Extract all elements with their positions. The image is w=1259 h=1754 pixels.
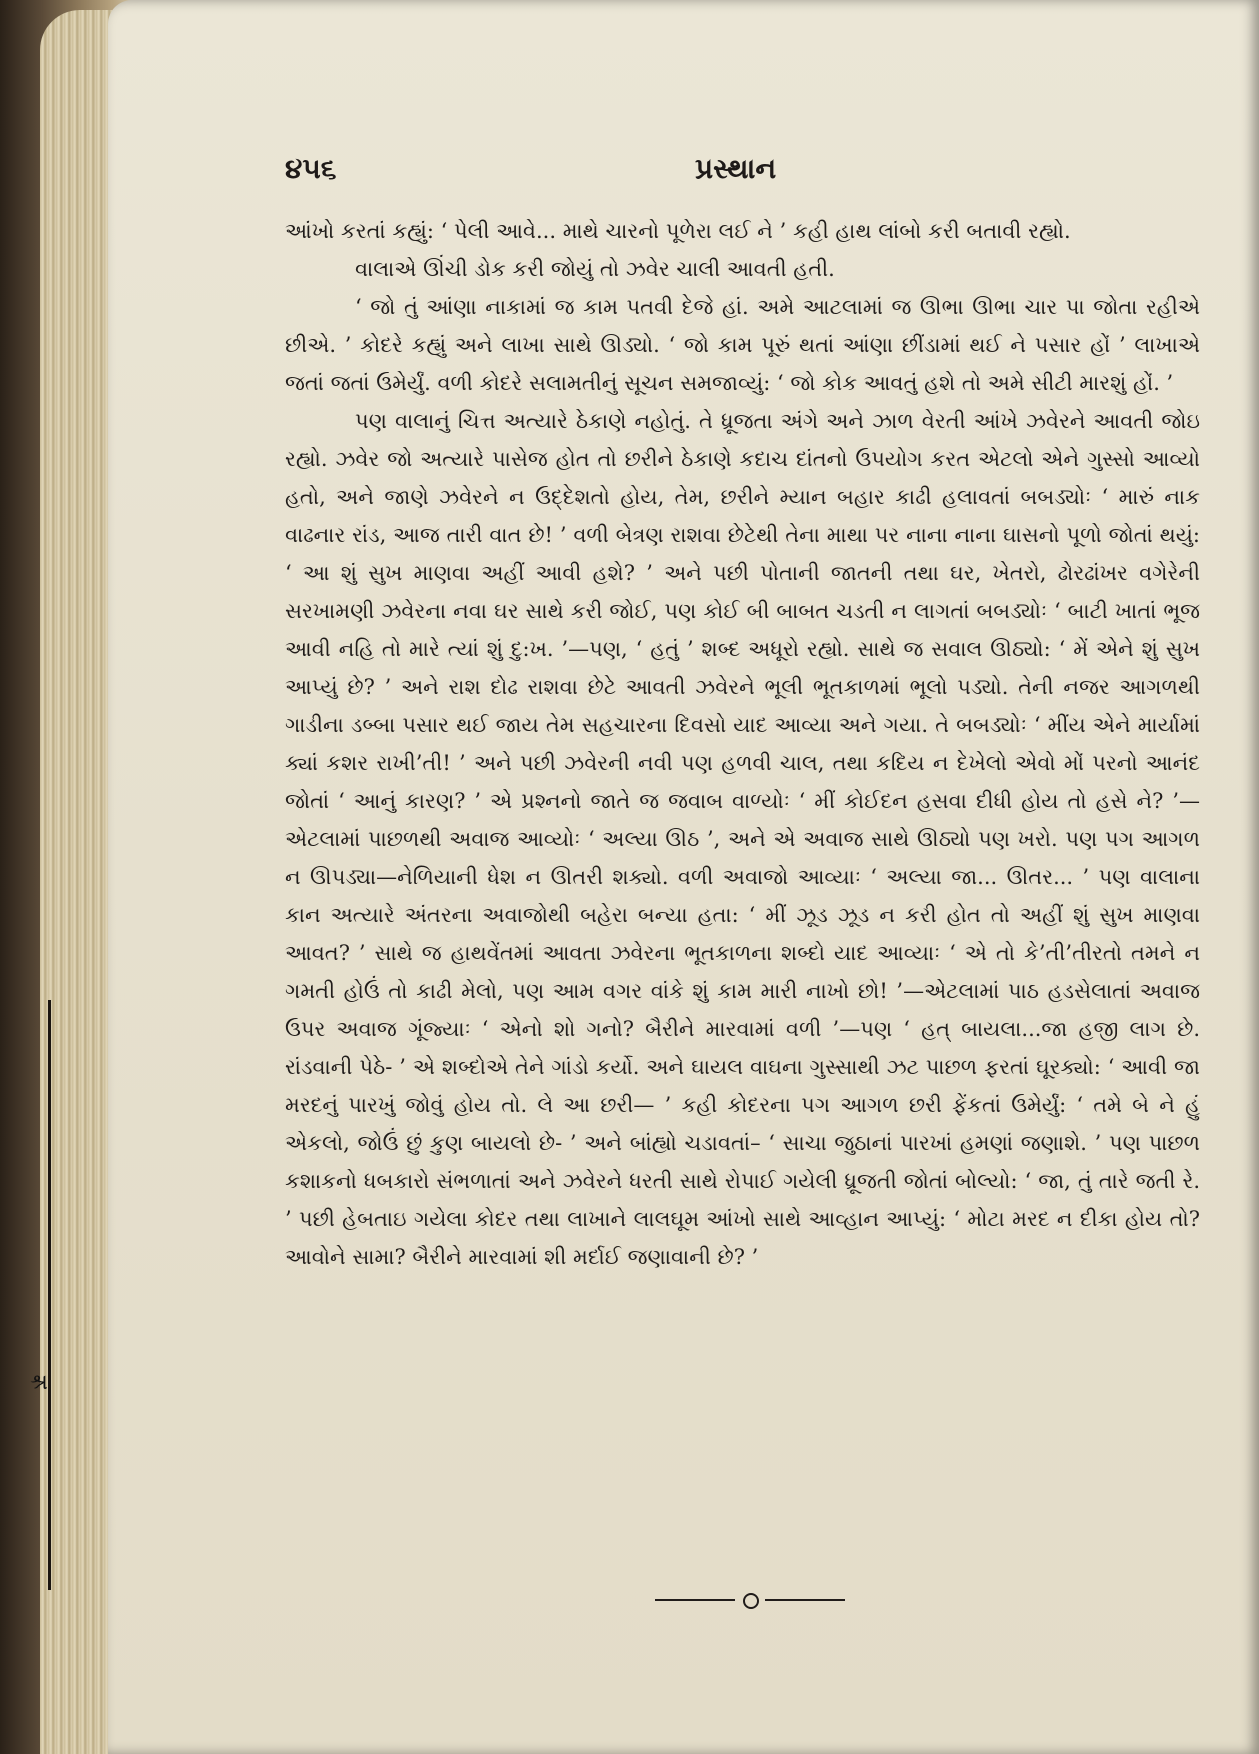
paragraph: પણ વાલાનું ચિત્ત અત્યારે ઠેકાણે નહોતું. તે ધ્રૂજતા અંગે અને ઝાળ વેરતી આંખે ઝવેરને આવતી જોઇ રહ્યો. ઝવેર જો અત્યારે પાસેજ હોત તો છરીને ઠેકાણે કદાચ દાંતનો ઉપયોગ કરત એટલો એને ગુસ્સો આવ્યો હતો, અને જાણે ઝવેરને ન ઉદ્દેશતો હોય, તેમ, છરીને મ્યાન બહાર કાઢી હલાવતાં બબડ્યોઃ ‘ મારું નાક વાઢનાર રાંડ, આજ તારી વાત છે! ’ વળી બેત્રણ રાશવા છેટેથી તેના માથા પર નાના નાના ઘાસનો પૂળો જોતાં થયું: ‘ આ શું સુખ માણવા અહીં આવી હશે? ’ અને પછી પોતાની જાતની તથા ઘર, ખેતરો, ઢોરઢાંખર વગેરેની સરખામણી ઝવેરના નવા ઘર સાથે કરી જોઈ, પણ કોઈ બી બાબત ચડતી ન લાગતાં બબડ્યોઃ ‘ બાટી ખાતાં ભૂજ આવી નહિ તો મારે ત્યાં શું દુ:ખ. ’—પણ, ‘ હતું ’ શબ્દ અધૂરો રહ્યો. સાથે જ સવાલ ઊઠ્યો: ‘ મેં એને શું સુખ આપ્યું છે? ’ અને રાશ દોઢ રાશવા છેટે આવતી ઝવેરને ભૂલી ભૂતકાળમાં ભૂલો પડ્યો. તેની નજર આગળથી ગાડીના ડબ્બા પસાર થઈ જાય તેમ સહચારના દિવસો યાદ આવ્યા અને ગયા. તે બબડ્યોઃ ‘ મીંય એને માર્યામાં ક્યાં કશર રાખી’તી! ’ અને પછી ઝવેરની નવી પણ હળવી ચાલ, તથા કદિય ન દેખેલો એવો મોં પરનો આનંદ જોતાં ‘ આનું કારણ? ’ એ પ્રશ્નનો જાતે જ જવાબ વાળ્યોઃ ‘ મીં કોઈદન હસવા દીધી હોય તો હસે ને? ’—એટલામાં પાછળથી અવાજ આવ્યોઃ ‘ અલ્યા ઊઠ ’, અને એ અવાજ સાથે ઊઠ્યો પણ ખરો. પણ પગ આગળ ન ઊપડ્યા—નેળિયાની ધેશ ન ઊતરી શક્યો. વળી અવાજો આવ્યાઃ ‘ અલ્યા જા... ઊતર... ’ પણ વાલાના કાન અત્યારે અંતરના અવાજોથી બહેરા બન્યા હતા: ‘ મીં ઝૂડ ઝૂડ ન કરી હોત તો અહીં શું સુખ માણવા આવત? ’ સાથે જ હાથવેંતમાં આવતા ઝવેરના ભૂતકાળના શબ્દો યાદ આવ્યાઃ ‘ એ તો કે’તી’તીરતો તમને ન ગમતી હોઉં તો કાઢી મેલો, પણ આમ વગર વાંકે શું કામ મારી નાખો છો! ’—એટલામાં પાઠ હડસેલાતાં અવાજ ઉપર અવાજ ગૂંજ્યાઃ ‘ એનો શો ગનો? બૈરીને મારવામાં વળી ’—પણ ‘ હત્ બાયલા...જા હજી લાગ છે. રાંડવાની પેઠે- ’ એ શબ્દોએ તેને ગાંડો કર્યો. અને ઘાયલ વાઘના ગુસ્સાથી ઝટ પાછળ ફરતાં ઘૂરક્યો: ‘ આવી જા મરદનું પારખું જોવું હોય તો. લે આ છરી— ’ કહી કોદરના પગ આગળ છરી ફેંકતાં ઉમેર્યું: ‘ તમે બે ને હું એકલો, જોઉં છું કુણ બાયલો છે- ’ અને બાંહ્યો ચડાવતાં– ‘ સાચા જુઠાનાં પારખાં હમણાં જણાશે. ’ પણ પાછળ કશાકનો ધબકારો સંભળાતાં અને ઝવેરને ધરતી સાથે રોપાઈ ગયેલી ધ્રૂજતી જોતાં બોલ્યો: ‘ જા, તું તારે જતી રે. ’ પછી હેબતાઇ ગયેલા કોદર તથા લાખાને લાલઘૂમ આંખો સાથે આવ્હાન આપ્યું: ‘ મોટા મરદ ન દીકા હોય તો? આવોને સામા? બૈરીને મારવામાં શી મર્દાઈ જણાવાની છે? ’ [285,409,1200,1269]
page-title: પ્રસ્થાન [695,152,777,185]
margin-mark: શ્ર [30,1370,48,1395]
paragraph: ‘ જો તું આંણા નાકામાં જ કામ પતવી દેજે હાં. અમે આટલામાં જ ઊભા ઊભા ચાર પા જોતા રહીએ છીએ. ’ કોદરે કહ્યું અને લાખા સાથે ઊડ્યો. ‘ જો કામ પૂરું થતાં આંણા છીંડામાં થઈ ને પસાર હોં ’ લાખાએ જતાં જતાં ઉમેર્યું. વળી કોદરે સલામતીનું સૂચન સમજાવ્યું: ‘ જો કોક આવતું હશે તો અમે સીટી મારશું હોં. ’ [285,295,1200,395]
paragraph: વાલાએ ઊંચી ડોક કરી જોયું તો ઝવેર ચાલી આવતી હતી. [355,257,835,281]
body-text [285,212,1200,1276]
page-number: ૪૫૬ [285,152,337,185]
page-header [285,152,1185,192]
paragraph: આંખો કરતાં કહ્યું: ‘ પેલી આવે... માથે ચારનો પૂળેરા લઈ ને ’ કહી હાથ લાંબો કરી બતાવી રહ્યો. [285,219,1071,243]
ornament-rule-right [765,1599,845,1601]
ornament-circle [743,1593,759,1609]
ornament-rule-left [655,1599,735,1601]
section-end-ornament [655,1590,845,1610]
margin-line [48,1000,51,1590]
